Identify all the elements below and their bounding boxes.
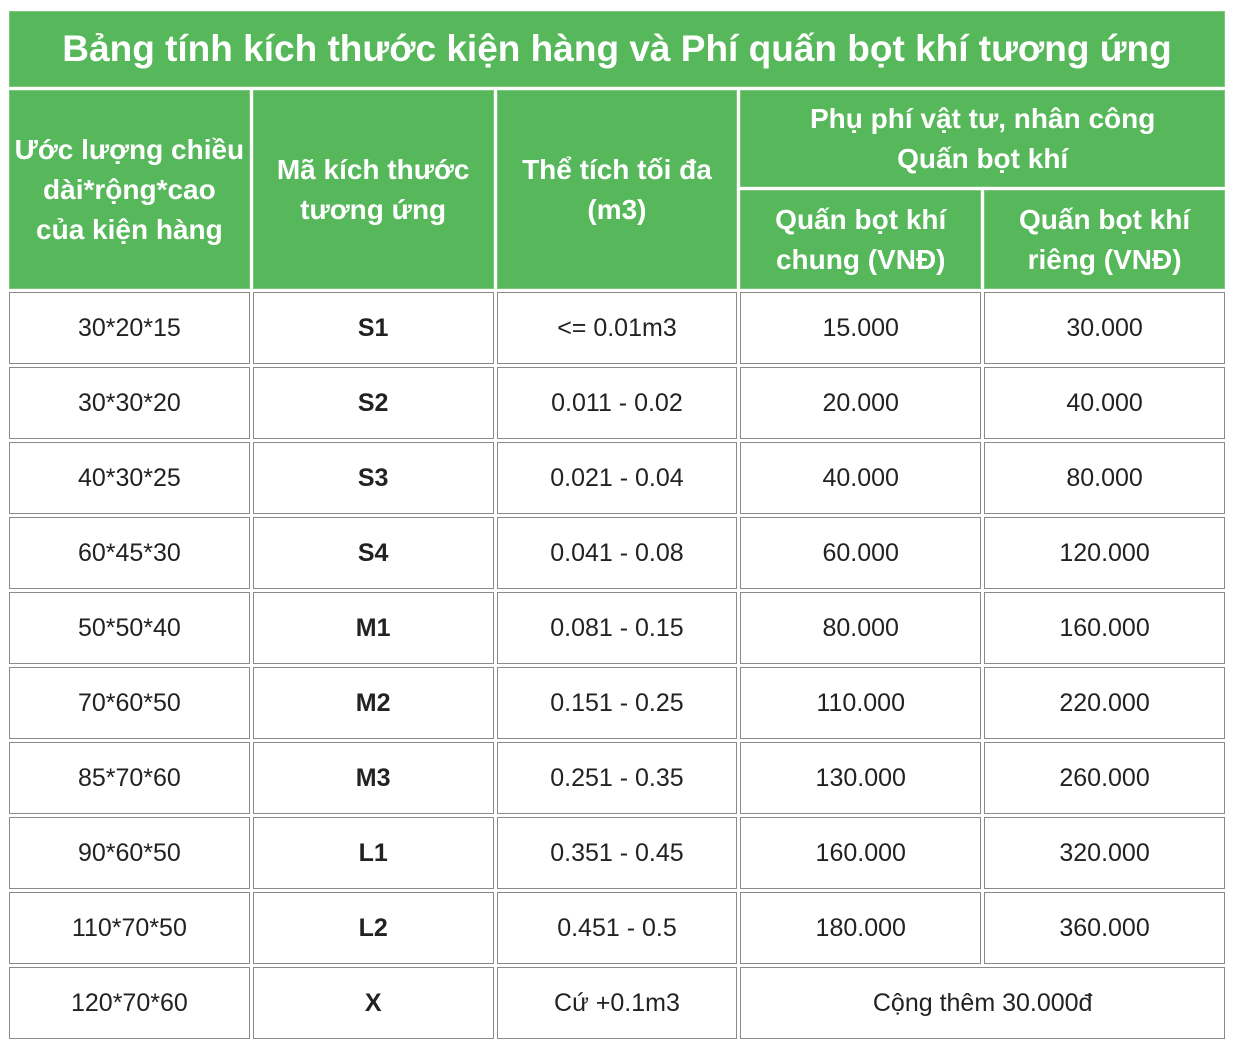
cell-size-code: M2 bbox=[253, 667, 494, 739]
cell-size-code: M1 bbox=[253, 592, 494, 664]
cell-dimensions: 30*20*15 bbox=[9, 292, 250, 364]
table-row bbox=[9, 367, 1225, 439]
header-surcharge: Phụ phí vật tư, nhân công Quấn bọt khí bbox=[740, 90, 1225, 187]
header-shared-wrap: Quấn bọt khí chung (VNĐ) bbox=[740, 190, 981, 289]
cell-shared-price: 110.000 bbox=[740, 667, 981, 739]
cell-private-price: 220.000 bbox=[984, 667, 1225, 739]
table-row bbox=[9, 442, 1225, 514]
header-private-wrap: Quấn bọt khí riêng (VNĐ) bbox=[984, 190, 1225, 289]
table-row bbox=[9, 892, 1225, 964]
cell-private-price: 320.000 bbox=[984, 817, 1225, 889]
cell-dimensions: 110*70*50 bbox=[9, 892, 250, 964]
pricing-table bbox=[6, 8, 1228, 1042]
cell-dimensions: 85*70*60 bbox=[9, 742, 250, 814]
header-max-volume: Thể tích tối đa (m3) bbox=[497, 90, 738, 289]
header-dimensions: Ước lượng chiều dài*rộng*cao của kiện hàng bbox=[9, 90, 250, 289]
cell-dimensions: 120*70*60 bbox=[9, 967, 250, 1039]
cell-shared-price: 20.000 bbox=[740, 367, 981, 439]
cell-volume: 0.081 - 0.15 bbox=[497, 592, 738, 664]
header-size-code: Mã kích thước tương ứng bbox=[253, 90, 494, 289]
cell-volume: 0.451 - 0.5 bbox=[497, 892, 738, 964]
cell-size-code: S4 bbox=[253, 517, 494, 589]
cell-size-code: S3 bbox=[253, 442, 494, 514]
cell-volume: 0.351 - 0.45 bbox=[497, 817, 738, 889]
cell-shared-price: 160.000 bbox=[740, 817, 981, 889]
cell-dimensions: 70*60*50 bbox=[9, 667, 250, 739]
cell-volume: Cứ +0.1m3 bbox=[497, 967, 738, 1039]
cell-dimensions: 30*30*20 bbox=[9, 367, 250, 439]
cell-dimensions: 40*30*25 bbox=[9, 442, 250, 514]
table-row bbox=[9, 292, 1225, 364]
cell-volume: 0.251 - 0.35 bbox=[497, 742, 738, 814]
table-row bbox=[9, 667, 1225, 739]
cell-dimensions: 90*60*50 bbox=[9, 817, 250, 889]
cell-dimensions: 60*45*30 bbox=[9, 517, 250, 589]
cell-shared-price: 40.000 bbox=[740, 442, 981, 514]
cell-private-price: 360.000 bbox=[984, 892, 1225, 964]
cell-dimensions: 50*50*40 bbox=[9, 592, 250, 664]
cell-size-code: M3 bbox=[253, 742, 494, 814]
table-row bbox=[9, 742, 1225, 814]
cell-size-code: L1 bbox=[253, 817, 494, 889]
cell-shared-price: 60.000 bbox=[740, 517, 981, 589]
cell-size-code: X bbox=[253, 967, 494, 1039]
cell-shared-price: 15.000 bbox=[740, 292, 981, 364]
cell-private-price: 40.000 bbox=[984, 367, 1225, 439]
cell-shared-price: 180.000 bbox=[740, 892, 981, 964]
table-row-extra bbox=[9, 967, 1225, 1039]
cell-volume: 0.011 - 0.02 bbox=[497, 367, 738, 439]
cell-volume: 0.021 - 0.04 bbox=[497, 442, 738, 514]
pricing-table-container bbox=[6, 8, 1228, 1042]
table-row bbox=[9, 817, 1225, 889]
cell-volume: 0.041 - 0.08 bbox=[497, 517, 738, 589]
cell-private-price: 30.000 bbox=[984, 292, 1225, 364]
cell-private-price: 80.000 bbox=[984, 442, 1225, 514]
cell-size-code: S1 bbox=[253, 292, 494, 364]
table-row bbox=[9, 592, 1225, 664]
cell-private-price: 260.000 bbox=[984, 742, 1225, 814]
table-title: Bảng tính kích thước kiện hàng và Phí quấn bọt khí tương ứng bbox=[9, 11, 1225, 87]
cell-volume: <= 0.01m3 bbox=[497, 292, 738, 364]
cell-private-price: 120.000 bbox=[984, 517, 1225, 589]
cell-size-code: L2 bbox=[253, 892, 494, 964]
cell-volume: 0.151 - 0.25 bbox=[497, 667, 738, 739]
cell-shared-price: 130.000 bbox=[740, 742, 981, 814]
cell-size-code: S2 bbox=[253, 367, 494, 439]
cell-private-price: 160.000 bbox=[984, 592, 1225, 664]
cell-combined-surcharge: Cộng thêm 30.000đ bbox=[740, 967, 1225, 1039]
cell-shared-price: 80.000 bbox=[740, 592, 981, 664]
table-row bbox=[9, 517, 1225, 589]
